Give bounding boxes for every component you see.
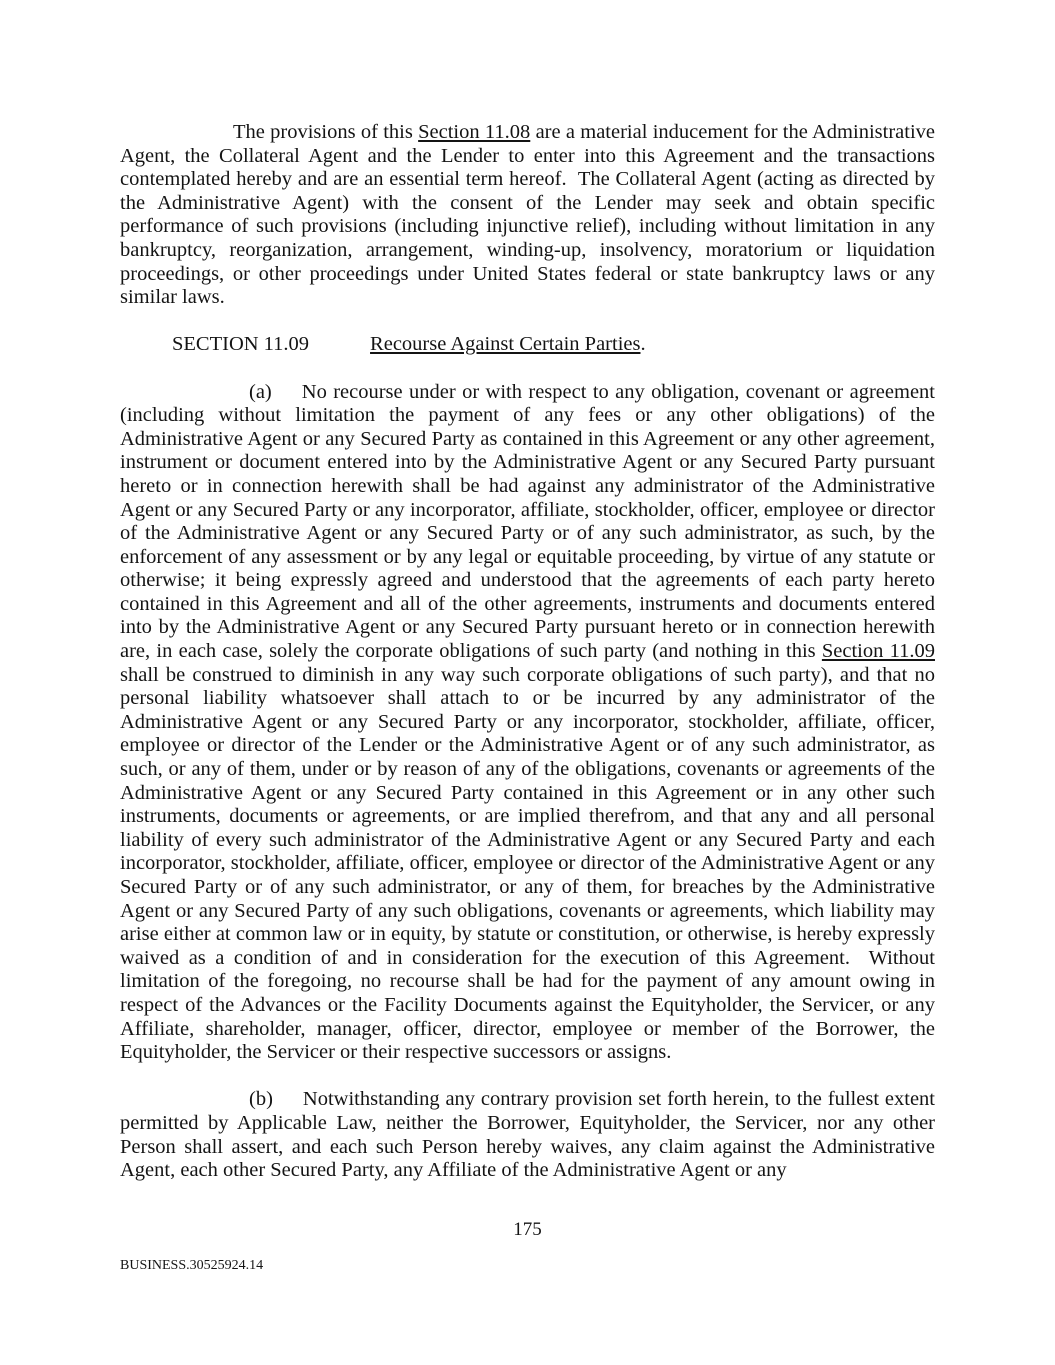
- document-body: [120, 121, 935, 1206]
- section-11-09-reference: Section 11.09: [821, 640, 935, 663]
- paragraph-a-label: (a): [249, 380, 272, 403]
- paragraph-a: [120, 381, 935, 1065]
- section-11-08-reference: Section 11.08: [418, 121, 531, 143]
- document-id-footer: BUSINESS.30525924.14: [120, 1258, 264, 1273]
- paragraph-b-text: Notwithstanding any contrary provision set forth herein, to the fullest extent permitted by Applicable Law, neither the Borrower, Equityholder, the Servicer, nor any other Person shall assert, and each such Person hereby waives, any claim against the Administrative Agent, each other Secured Party, any Affiliate of the Administrative Agent or any: [120, 1088, 935, 1182]
- paragraph-b: [120, 1088, 935, 1182]
- section-title-period: .: [640, 333, 646, 356]
- paragraph-b-label: (b): [249, 1088, 273, 1111]
- intro-paragraph: [120, 121, 935, 310]
- paragraph-a-text-after: shall be construed to diminish in any way such corporate obligations of such party), and that no personal liability whatsoever shall attach to or be incurred by any administrator of the Administrative Agent or any Secured Party or any incorporator, stockholder, affiliate, officer, employee or director of the Lender or the Administrative Agent or of any such administrator, as such, or any of them, under or by reason of any of the obligations, covenants or agreements of the Administrative Agent or any Secured Party contained in this Agreement or in any other such instruments, documents or agreements, or are implied therefrom, and that any and all personal liability of every such administrator of the Administrative Agent or any Secured Party and each incorporator, stockholder, affiliate, officer, employee or director of the Administrative Agent or any Secured Party or of any such administrator, or any of them, for breaches by the Administrative Agent or any Secured Party of any such obligations, covenants or agreements, which liability may arise either at common law or in equity, by statute or constitution, or otherwise, is hereby expressly waived as a condition of and in consideration for the execution of this Agreement. Without limitation of the foregoing, no recourse shall be had for the payment of any amount owing in respect of the Advances or the Facility Documents against the Equityholder, the Servicer, or any Affiliate, shareholder, manager, officer, director, employee or member of the Borrower, the Equityholder, the Servicer or their respective successors or assigns.: [120, 663, 935, 1064]
- section-title: Recourse Against Certain Parties: [370, 333, 641, 356]
- intro-text-after: are a material inducement for the Administrative Agent, the Collateral Agent and the Lender to enter into this Agreement and the transactions contemplated hereby and are an essential term hereof. The Collateral Agent (acting as directed by the Administrative Agent) with the consent of the Lender may seek and obtain specific performance of such provisions (including injunctive relief), including without limitation in any bankruptcy, reorganization, arrangement, winding-up, insolvency, moratorium or liquidation proceedings, or other proceedings under United States federal or state bankruptcy laws or any similar laws.: [120, 121, 935, 309]
- intro-text-before: The provisions of this: [233, 121, 419, 143]
- section-number: SECTION 11.09: [172, 333, 310, 356]
- section-heading: [120, 333, 935, 357]
- paragraph-a-text-before: No recourse under or with respect to any obligation, covenant or agreement (including without limitation the payment of any fees or any other obligations) of the Administrative Agent or any Secured Party as contained in this Agreement or any other agreement, instrument or document entered into by the Administrative Agent or any Secured Party pursuant hereto or in connection herewith shall be had against any administrator of the Administrative Agent or any Secured Party or any incorporator, affiliate, stockholder, officer, employee or director of the Administrative Agent or any Secured Party or of any such administrator, as such, by the enforcement of any assessment or by any legal or equitable proceeding, by virtue of any statute or otherwise; it being expressly agreed and understood that the agreements of each party hereto contained in this Agreement and all of the other agreements, instruments and documents entered into by the Administrative Agent or any Secured Party pursuant hereto or in connection herewith are, in each case, solely the corporate obligations of such party (and nothing in this: [120, 380, 935, 663]
- page-number: 175: [513, 1219, 542, 1240]
